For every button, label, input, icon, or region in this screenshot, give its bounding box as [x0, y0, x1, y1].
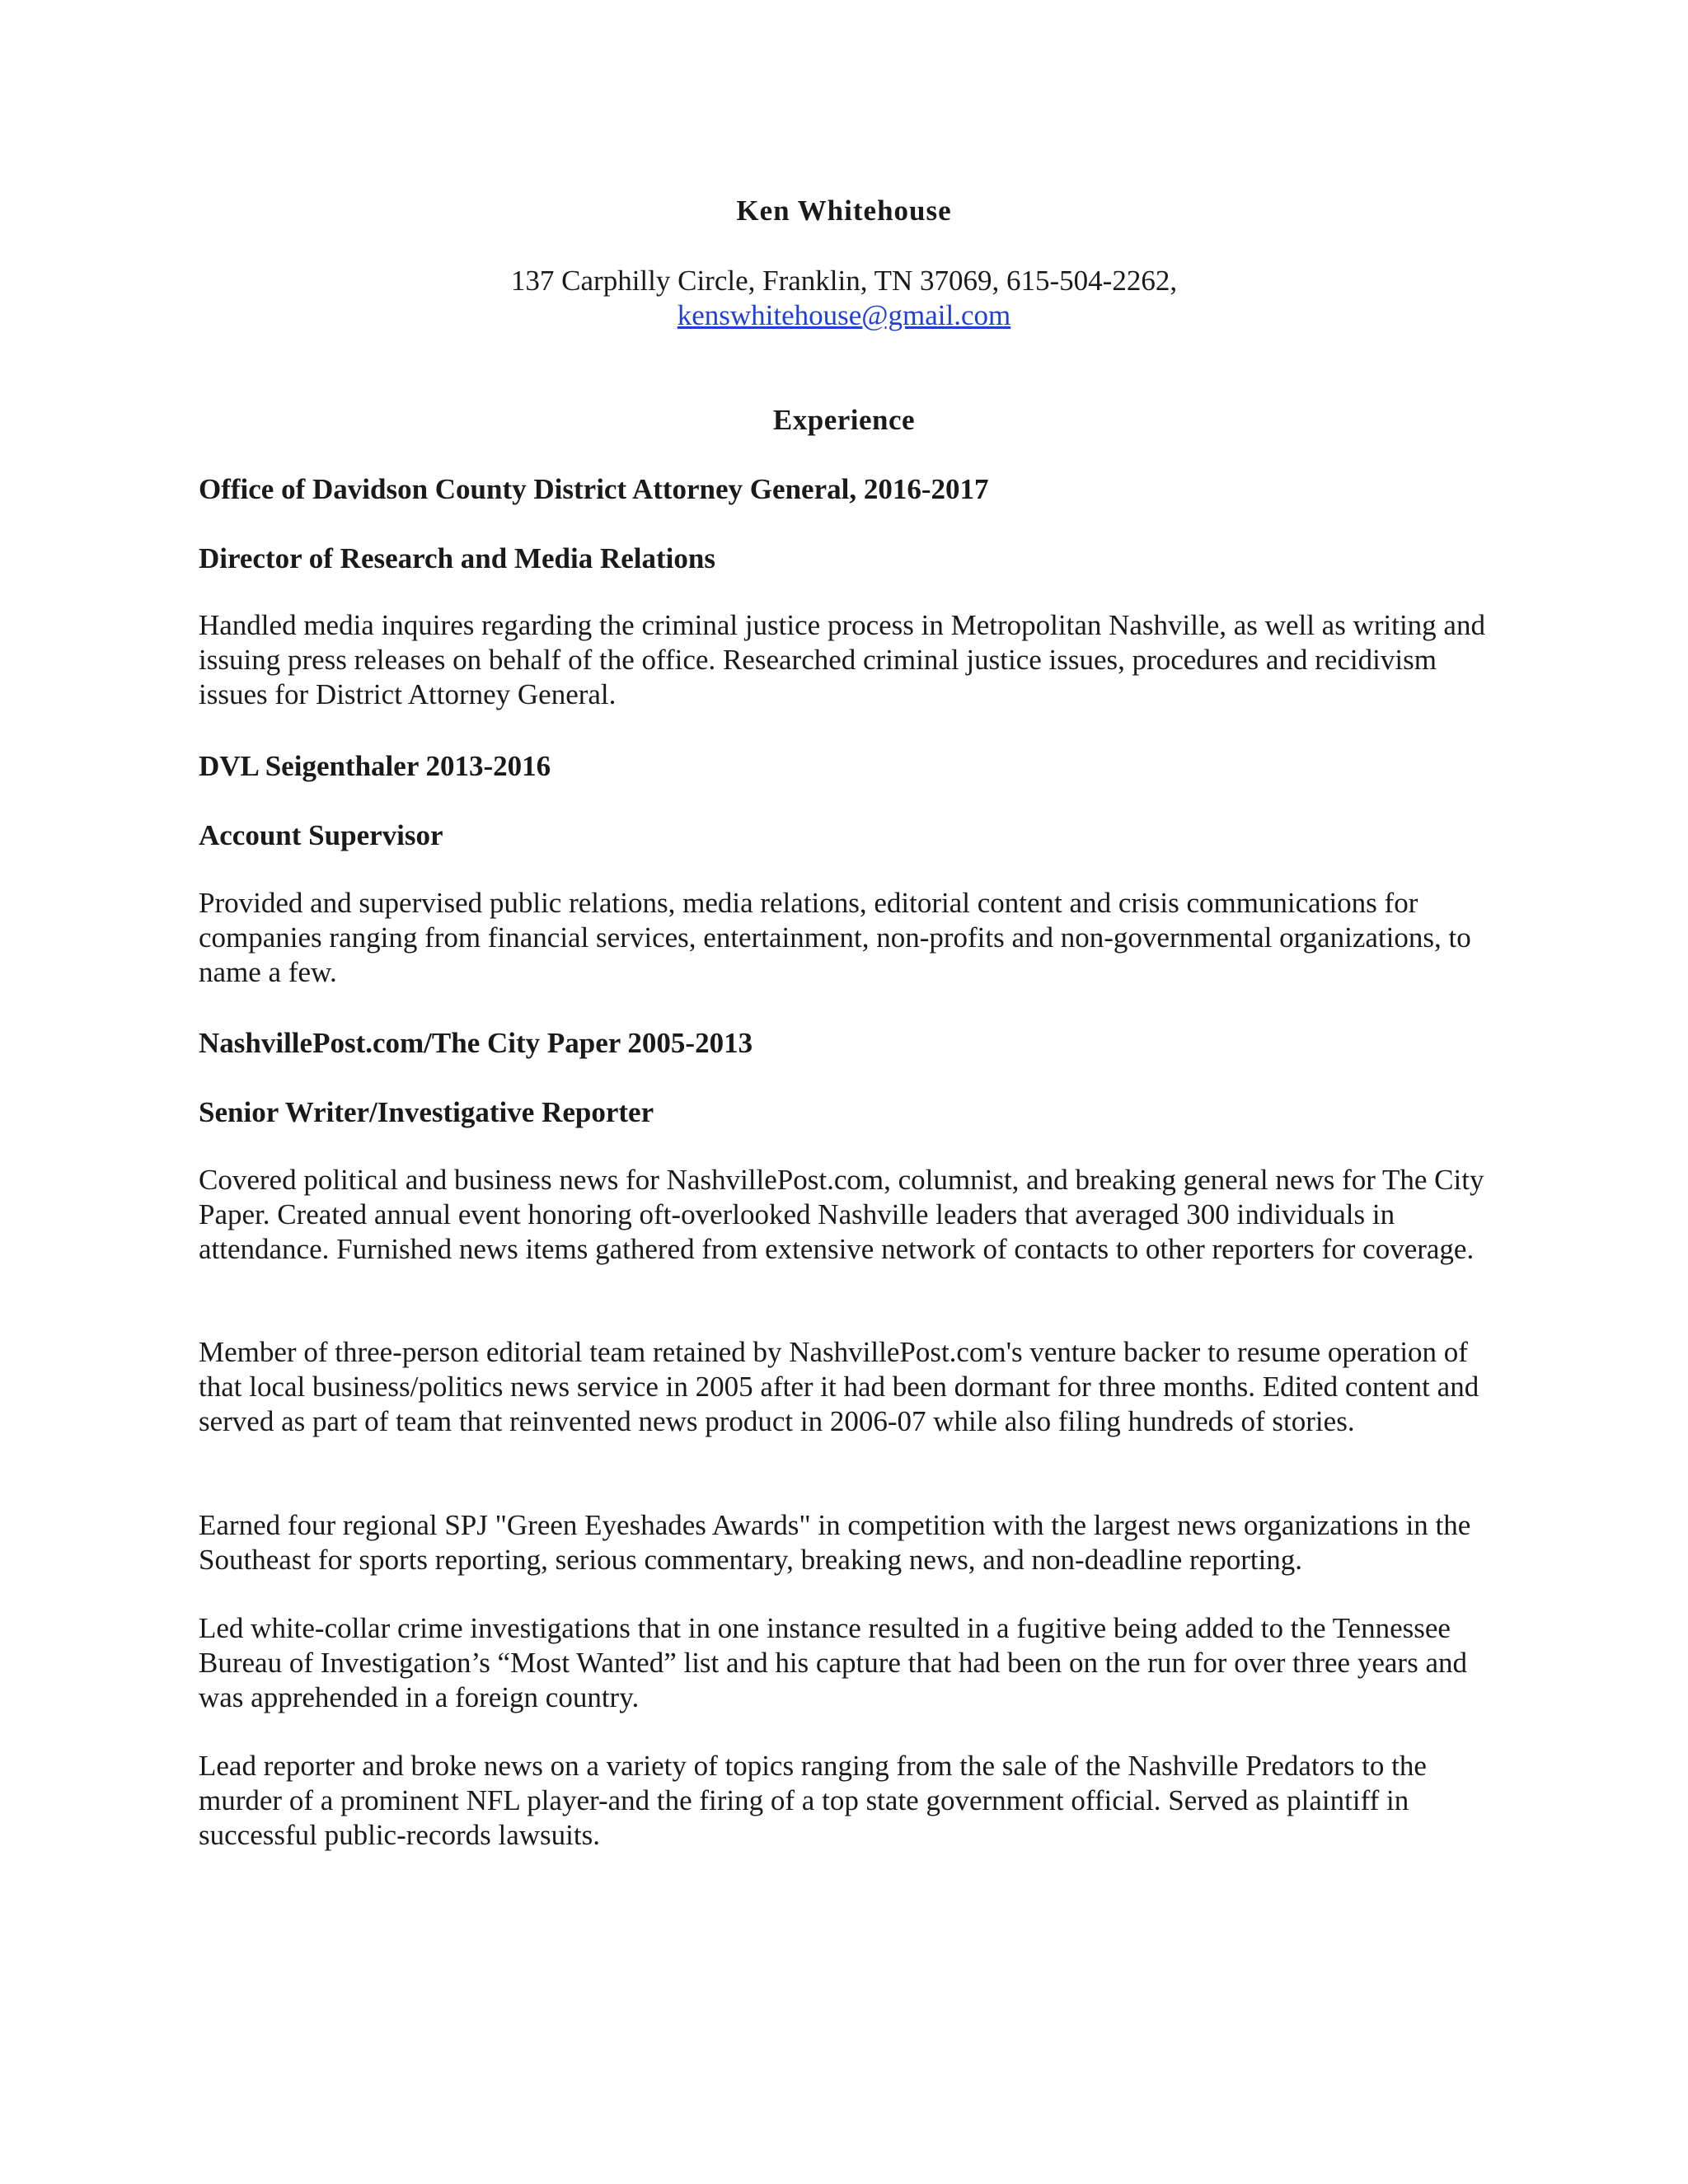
job-employer: DVL Seigenthaler 2013-2016 [199, 750, 551, 782]
job-employer: Office of Davidson County District Attorney General, 2016-2017 [199, 473, 989, 505]
job-description: Lead reporter and broke news on a variety of topics ranging from the sale of the Nashville Predators to the murder of a prominent NFL player-and the firing of a top state government official. Served as plaintiff in successful public-records lawsuits. [199, 1750, 1427, 1851]
job-role: Director of Research and Media Relations [199, 542, 715, 574]
job-description: Covered political and business news for NashvillePost.com, columnist, and breaking general news for The City Paper. Created annual event honoring oft-overlooked Nashville leaders that averaged 300 individuals in attendance. Furnished news items gathered from extensive network of contacts to other reporters for coverage. [199, 1164, 1484, 1265]
job-description: Member of three-person editorial team retained by NashvillePost.com's venture backer to resume operation of that local business/politics news service in 2005 after it had been dormant for three months. Edited content and served as part of team that reinvented news product in 2006-07 while also filing hundreds of stories. [199, 1336, 1479, 1437]
job-description: Earned four regional SPJ "Green Eyeshades Awards" in competition with the largest news organizations in the Southeast for sports reporting, serious commentary, breaking news, and non-deadline reporting. [199, 1509, 1471, 1576]
job-description: Provided and supervised public relations, media relations, editorial content and crisis communications for companies ranging from financial services, entertainment, non-profits and non-governmental organizations, to name a few. [199, 887, 1471, 988]
address-line: 137 Carphilly Circle, Franklin, TN 37069, 615-504-2262, [510, 265, 1178, 297]
email-link[interactable]: kenswhitehouse@gmail.com [677, 299, 1011, 331]
section-title-experience: Experience [772, 404, 916, 436]
contact-block [0, 264, 1688, 333]
job-employer: NashvillePost.com/The City Paper 2005-2013 [199, 1027, 753, 1059]
job-description: Handled media inquires regarding the criminal justice process in Metropolitan Nashville, as well as writing and issuing press releases on behalf of the office. Researched criminal justice issues, procedures and recidivism issues for District Attorney General. [199, 609, 1485, 710]
job-role: Senior Writer/Investigative Reporter [199, 1096, 654, 1128]
job-description: Led white-collar crime investigations that in one instance resulted in a fugitive being added to the Tennessee Bureau of Investigation’s “Most Wanted” list and his capture that had been on the run for over three years and was apprehended in a foreign country. [199, 1612, 1467, 1713]
job-role: Account Supervisor [199, 819, 443, 851]
resume-name: Ken Whitehouse [736, 194, 952, 227]
